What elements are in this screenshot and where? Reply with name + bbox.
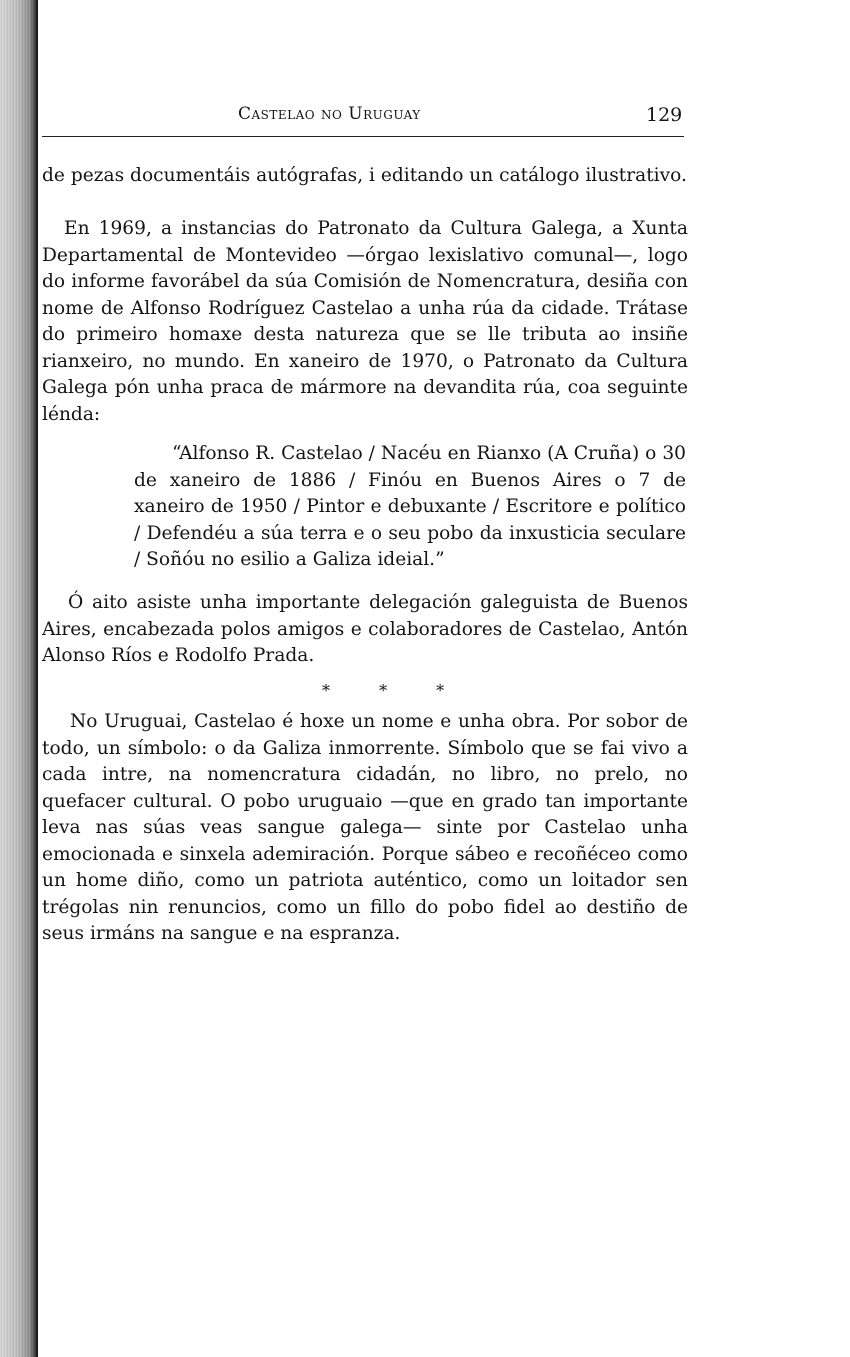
page-number: 129: [646, 104, 683, 126]
section-separator: * * *: [322, 681, 467, 700]
paragraph-uruguai: No Uruguai, Castelao é hoxe un nome e unha obra. Por sobor de todo, un símbolo: o da Galiza inmorrente. Símbolo que se fai vivo a cada intre, na nomencratura cidadán, no libro, no prelo, no quefacer cultural. O pobo uruguaio —que en grado tan importante leva nas súas veas sangue galega— sinte por Castelao unha emocionada e sinxela ademiración. Porque sábeo e recoñéceo como un home diño, como un patriota auténtico, como un loitador sen trégolas nin renuncios, como un fillo do pobo fidel ao destiño de seus irmáns na sangue e na espranza.: [42, 711, 688, 944]
plaque-inscription-quote: “Alfonso R. Castelao / Nacéu en Rianxo (A Cruña) o 30 de xaneiro de 1886 / Finóu en Buenos Aires o 7 de xaneiro de 1950 / Pintor e debuxante / Escritore e político / Defendéu a súa terra e o seu pobo da inxusticia seculare / Soñóu no esilio a Galiza ideial.”: [134, 443, 686, 570]
paragraph-continuation: de pezas documentáis autógrafas, i editando un catálogo ilustrativo.: [42, 165, 687, 186]
binding-shadow-line: [36, 0, 38, 1357]
header-rule: [42, 136, 684, 137]
book-binding-edge: [0, 0, 38, 1357]
running-title: Castelao no Uruguay: [238, 104, 421, 124]
paragraph-delegation: Ó aito asiste unha importante delegación galeguista de Buenos Aires, encabezada polos amigos e colaboradores de Castelao, Antón Alonso Ríos e Rodolfo Prada.: [42, 592, 688, 666]
paragraph-xunta: En 1969, a instancias do Patronato da Cultura Galega, a Xunta Departamental de Montevideo —órgao lexislativo comunal—, logo do informe favorábel da súa Comisión de Nomencratura, desiña con nome de Alfonso Rodríguez Castelao a unha rúa da cidade. Trátase do primeiro homaxe desta natureza que se lle tributa ao insiñe rianxeiro, no mundo. En xaneiro de 1970, o Patronato da Cultura Galega pón unha praca de mármore na devandita rúa, coa seguinte lénda:: [42, 218, 688, 425]
